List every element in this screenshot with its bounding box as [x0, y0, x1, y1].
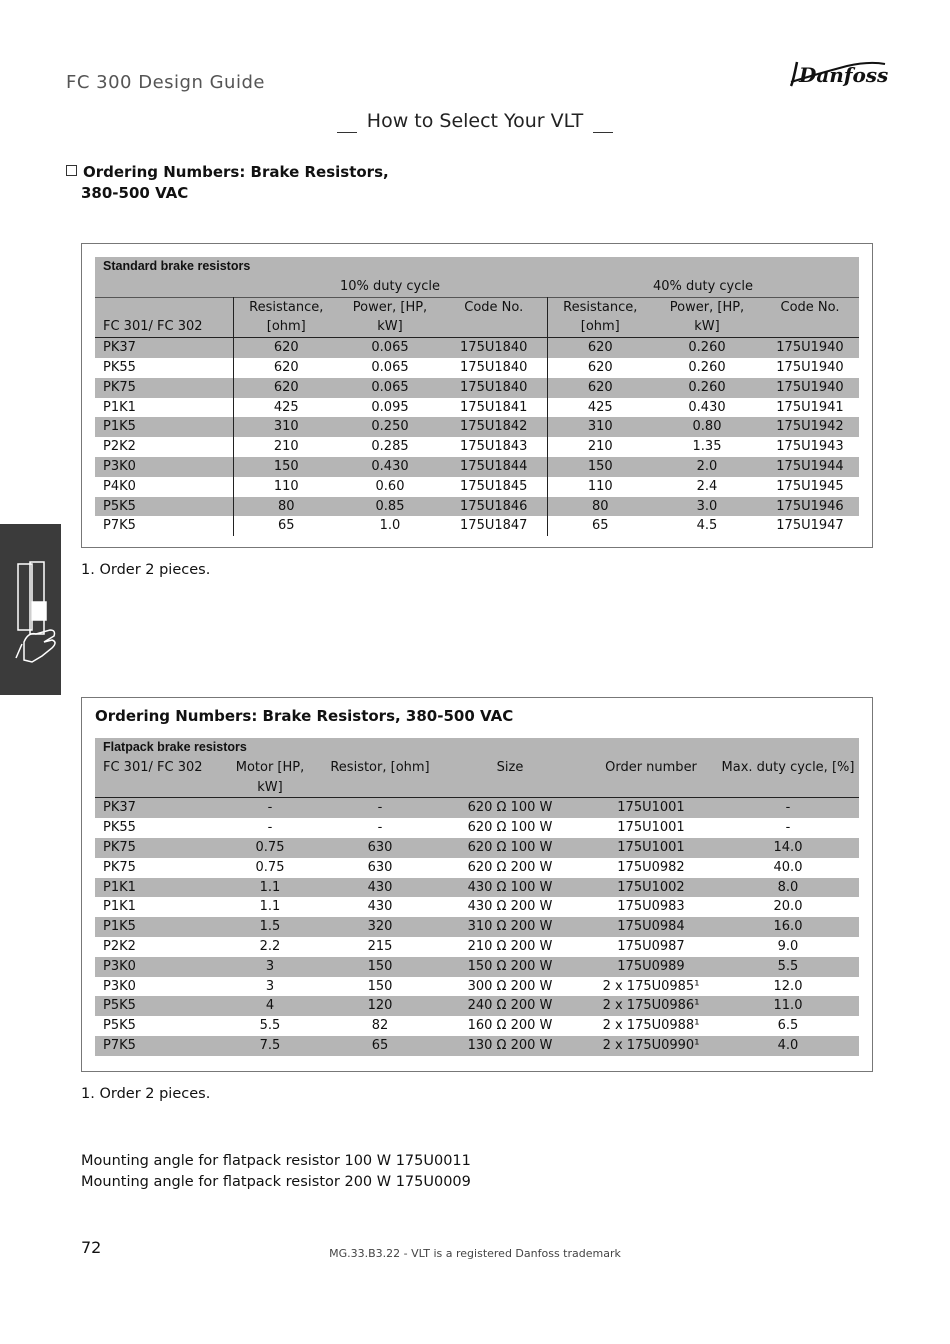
table-cell: 175U1942	[761, 417, 859, 437]
table-cell: 0.250	[339, 417, 441, 437]
table-cell: 82	[371, 1018, 389, 1034]
table-cell: 175U1842	[441, 417, 547, 437]
mounting-note-100w: Mounting angle for flatpack resistor 100 W 175U0011	[81, 1153, 471, 1169]
table-cell: 210	[587, 439, 613, 455]
col-power: Power, [HP,	[339, 297, 441, 317]
table-cell: 160 Ω 200 W	[467, 1018, 553, 1034]
col-resistance: Resistance,	[547, 297, 653, 317]
table-cell: 0.260	[688, 359, 726, 375]
table-row	[95, 937, 859, 957]
table-cell: 210 Ω 200 W	[467, 938, 553, 954]
table-cell: 110	[587, 478, 613, 494]
table-cell: 630	[325, 838, 435, 858]
table-row	[95, 878, 859, 898]
table-cell: 310	[547, 417, 653, 437]
table-cell: 175U1001	[585, 798, 717, 818]
table-cell: PK75	[95, 838, 215, 858]
table-cell: 120	[325, 996, 435, 1016]
table-cell: PK55	[103, 820, 136, 836]
table-cell: 130 Ω 200 W	[435, 1036, 585, 1056]
table-cell: PK75	[95, 378, 233, 398]
table-cell: 175U1945	[776, 478, 844, 494]
checkbox-square-icon	[66, 165, 77, 176]
table-cell: 175U1001	[617, 820, 685, 836]
table-cell: 175U0989	[585, 957, 717, 977]
page-number: 72	[81, 1238, 102, 1257]
table-cell: P1K1	[95, 878, 215, 898]
table-cell: -	[377, 820, 383, 836]
col-resistor: Resistor, [ohm]	[325, 758, 435, 778]
table-cell: 620	[273, 359, 299, 375]
table-cell: 620	[233, 378, 339, 398]
table-cell: -	[267, 820, 273, 836]
table-row	[95, 818, 859, 838]
table-cell: 1.35	[692, 439, 722, 455]
table-cell: 2.0	[653, 457, 761, 477]
table-cell: 3.0	[653, 497, 761, 517]
table-cell: 0.065	[371, 359, 409, 375]
table-cell: 175U1844	[441, 457, 547, 477]
table-row	[95, 417, 859, 437]
ordering-heading: Ordering Numbers: Brake Resistors, 380-500 VAC	[66, 162, 389, 204]
table-cell: P3K0	[95, 957, 215, 977]
table-cell: 430 Ω 100 W	[435, 878, 585, 898]
table-row	[95, 477, 859, 497]
table-cell: 2 x 175U0988¹	[602, 1018, 700, 1034]
table-cell: 620	[233, 338, 339, 358]
table-cell: 425	[273, 399, 299, 415]
table-cell: 150	[367, 978, 393, 994]
table-row	[95, 996, 859, 1016]
hand-with-drive-icon	[0, 524, 61, 695]
table-cell: P5K5	[95, 996, 215, 1016]
table-cell: 175U1940	[761, 378, 859, 398]
table-cell: 175U1943	[776, 439, 844, 455]
table-cell: 40.0	[773, 859, 803, 875]
table-cell: P1K5	[95, 417, 233, 437]
table-cell: 175U0987	[617, 938, 685, 954]
table-cell: 0.85	[339, 497, 441, 517]
table-cell: 175U0983	[617, 899, 685, 915]
col-order-number: Order number	[585, 758, 717, 778]
footer-text: MG.33.B3.22 - VLT is a registered Danfoss trademark	[329, 1247, 621, 1260]
table-row	[95, 917, 859, 937]
table-cell: 620 Ω 100 W	[467, 820, 553, 836]
table-cell: 0.75	[255, 859, 285, 875]
col-code: Code No.	[761, 297, 859, 317]
table-cell: 0.60	[375, 478, 405, 494]
table-cell: 175U1944	[761, 457, 859, 477]
table-cell: 150	[325, 957, 435, 977]
chapter-side-tab	[0, 524, 61, 695]
table-cell: 175U1840	[441, 358, 547, 378]
table-cell: 215	[367, 938, 393, 954]
table-cell: 175U1940	[776, 359, 844, 375]
table-cell: 3	[215, 957, 325, 977]
table-cell: 6.5	[777, 1018, 799, 1034]
table-cell: 175U1846	[441, 497, 547, 517]
table-cell: 1.0	[379, 518, 401, 534]
table-cell: 20.0	[773, 899, 803, 915]
table-cell: 300 Ω 200 W	[467, 978, 553, 994]
table-cell: 9.0	[777, 938, 799, 954]
table-caption: Flatpack brake resistors	[95, 738, 859, 758]
document-title: FC 300 Design Guide	[66, 72, 265, 93]
table-cell: 175U1001	[585, 838, 717, 858]
table-cell: 150 Ω 200 W	[435, 957, 585, 977]
table-cell: 620	[547, 338, 653, 358]
table-cell: 2 x 175U0985¹	[602, 978, 700, 994]
table-cell: 620	[547, 378, 653, 398]
table-cell: P3K0	[103, 978, 136, 994]
table-cell: 65	[325, 1036, 435, 1056]
table-cell: 150	[547, 457, 653, 477]
table-cell: 175U1843	[441, 437, 547, 457]
table-row	[95, 338, 859, 358]
table-cell: 620	[587, 359, 613, 375]
table-cell: 175U1845	[441, 477, 547, 497]
table-cell: 110	[273, 478, 299, 494]
table-cell: 175U1841	[441, 398, 547, 418]
table-row	[95, 957, 859, 977]
col-motor-unit: kW]	[215, 778, 325, 798]
table-cell: P2K2	[103, 938, 136, 954]
table-cell: 175U1946	[761, 497, 859, 517]
table-cell: 175U1847	[441, 516, 547, 536]
table-cell: 175U0982	[617, 859, 685, 875]
table-cell: 620 Ω 200 W	[467, 859, 553, 875]
table-row	[95, 1016, 859, 1036]
table-cell: 0.75	[215, 838, 325, 858]
footnote: 1. Order 2 pieces.	[81, 562, 211, 578]
table-cell: 80	[547, 497, 653, 517]
col-resistance-unit: [ohm]	[233, 317, 339, 337]
table-cell: P7K5	[95, 516, 233, 536]
table-row	[95, 398, 859, 418]
col-resistance: Resistance,	[233, 297, 339, 317]
col-code: Code No.	[441, 297, 547, 317]
col-type: FC 301/ FC 302	[95, 317, 233, 337]
table-cell: PK75	[103, 859, 136, 875]
table-cell: 430 Ω 200 W	[467, 899, 553, 915]
table-caption: Standard brake resistors	[95, 257, 859, 277]
table-cell: PK55	[95, 358, 233, 378]
table-row	[95, 858, 859, 878]
table-cell: 0.430	[688, 399, 726, 415]
col-size: Size	[435, 758, 585, 778]
table-cell: 14.0	[717, 838, 859, 858]
flatpack-brake-resistors-table	[95, 738, 859, 1056]
table-cell: -	[717, 798, 859, 818]
table-row	[95, 378, 859, 398]
table-cell: 4.0	[717, 1036, 859, 1056]
table-row	[95, 457, 859, 477]
table-cell: -	[785, 820, 791, 836]
table-cell: 0.065	[339, 338, 441, 358]
table-cell: P1K1	[95, 398, 233, 418]
table-cell: P4K0	[95, 477, 233, 497]
table-row	[95, 838, 859, 858]
table-cell: 310	[233, 417, 339, 437]
table-cell: 65	[277, 518, 295, 534]
table-cell: 175U0984	[585, 917, 717, 937]
table-cell: 2 x 175U0990¹	[585, 1036, 717, 1056]
table-row	[95, 1036, 859, 1056]
table-cell: 2.2	[259, 938, 281, 954]
table-cell: 5.5	[717, 957, 859, 977]
table-cell: P5K5	[95, 497, 233, 517]
table-cell: 16.0	[717, 917, 859, 937]
table-cell: 240 Ω 200 W	[435, 996, 585, 1016]
col-duty-cycle: Max. duty cycle, [%]	[717, 758, 859, 778]
table-cell: 4.5	[696, 518, 718, 534]
table-cell: 320	[325, 917, 435, 937]
table-cell: 11.0	[717, 996, 859, 1016]
table-row	[95, 437, 859, 457]
table-cell: 80	[233, 497, 339, 517]
table-cell: 2.4	[696, 478, 718, 494]
table-cell: 620 Ω 100 W	[435, 798, 585, 818]
col-motor: Motor [HP,	[215, 758, 325, 778]
mounting-notes	[81, 1151, 471, 1193]
table-cell: -	[325, 798, 435, 818]
table-cell: P1K5	[95, 917, 215, 937]
table-cell: 0.260	[653, 338, 761, 358]
table-cell: PK37	[95, 338, 233, 358]
col-type: FC 301/ FC 302	[95, 758, 215, 778]
table-cell: 1.5	[215, 917, 325, 937]
col-power-unit: kW]	[339, 317, 441, 337]
table-cell: 1.1	[259, 899, 281, 915]
table-cell: P1K1	[103, 899, 136, 915]
col-power: Power, [HP,	[653, 297, 761, 317]
table-cell: 12.0	[773, 978, 803, 994]
table-row	[95, 358, 859, 378]
group-header-10: 10% duty cycle	[233, 277, 547, 297]
table-cell: 150	[233, 457, 339, 477]
standard-brake-resistors-table	[95, 257, 859, 536]
table-cell: 2 x 175U0986¹	[585, 996, 717, 1016]
table-cell: 1.1	[215, 878, 325, 898]
table-row	[95, 497, 859, 517]
table-cell: 310 Ω 200 W	[435, 917, 585, 937]
table-cell: 175U1840	[441, 338, 547, 358]
table-cell: 175U1840	[441, 378, 547, 398]
col-power-unit: kW]	[653, 317, 761, 337]
table-cell: PK37	[95, 798, 215, 818]
table-row	[95, 798, 859, 818]
table-cell: 4	[215, 996, 325, 1016]
table-row	[95, 516, 859, 536]
table-cell: 175U1002	[585, 878, 717, 898]
group-header-40: 40% duty cycle	[547, 277, 859, 297]
table-cell: 430	[325, 878, 435, 898]
table-cell: 3	[265, 978, 275, 994]
table-cell: P2K2	[95, 437, 233, 457]
table-cell: -	[215, 798, 325, 818]
table-cell: 5.5	[259, 1018, 281, 1034]
table-cell: 0.80	[653, 417, 761, 437]
table-cell: 7.5	[215, 1036, 325, 1056]
table-row	[95, 897, 859, 917]
table2-title: Ordering Numbers: Brake Resistors, 380-500 VAC	[95, 707, 514, 725]
footnote: 1. Order 2 pieces.	[81, 1086, 211, 1102]
table-cell: P5K5	[103, 1018, 136, 1034]
table-cell: 0.430	[339, 457, 441, 477]
table-cell: 630	[367, 859, 393, 875]
table-cell: 620 Ω 100 W	[435, 838, 585, 858]
table-row	[95, 977, 859, 997]
table-cell: 175U1941	[776, 399, 844, 415]
table-cell: P3K0	[95, 457, 233, 477]
table-cell: 175U1940	[761, 338, 859, 358]
table-cell: 0.285	[371, 439, 409, 455]
danfoss-logo	[787, 52, 889, 92]
table-cell: P7K5	[95, 1036, 215, 1056]
col-resistance-unit: [ohm]	[547, 317, 653, 337]
svg-text:Danfoss: Danfoss	[799, 63, 889, 87]
table-cell: 0.260	[653, 378, 761, 398]
table-cell: 175U1947	[776, 518, 844, 534]
table-cell: 430	[367, 899, 393, 915]
table-cell: 0.095	[371, 399, 409, 415]
mounting-note-200w: Mounting angle for flatpack resistor 200 W 175U0009	[81, 1174, 471, 1190]
table-cell: 210	[273, 439, 299, 455]
table-cell: 65	[591, 518, 609, 534]
table-cell: 425	[587, 399, 613, 415]
table-cell: 0.065	[339, 378, 441, 398]
section-title: How to Select Your VLT	[0, 110, 950, 133]
table-cell: 8.0	[717, 878, 859, 898]
